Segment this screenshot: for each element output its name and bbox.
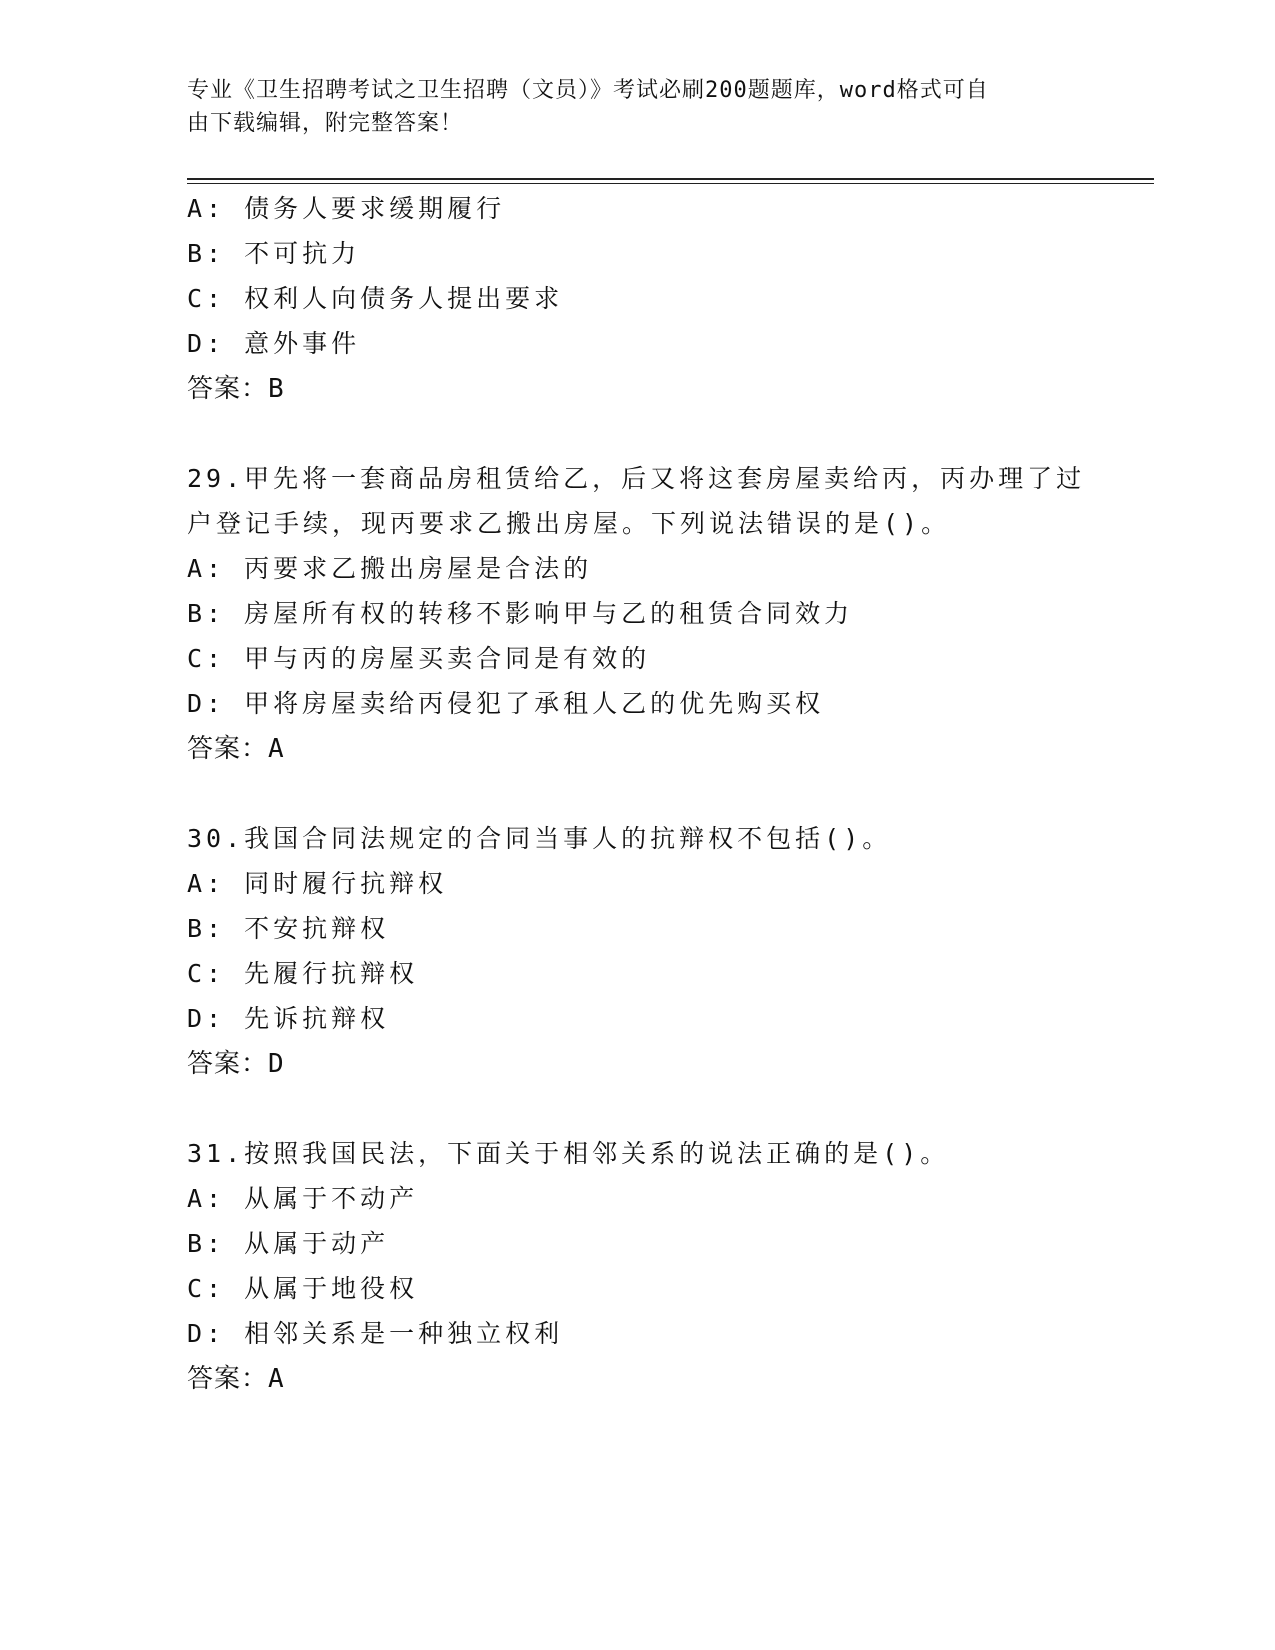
document-header bbox=[187, 74, 1067, 140]
prev-option-c: C: 权利人向债务人提出要求 bbox=[187, 284, 564, 313]
q29-stem-line-2: 户登记手续，现丙要求乙搬出房屋。下列说法错误的是()。 bbox=[187, 509, 951, 538]
q29-option-b: B: 房屋所有权的转移不影响甲与乙的租赁合同效力 bbox=[187, 599, 854, 628]
header-divider-thick bbox=[187, 178, 1154, 180]
q31-option-d: D: 相邻关系是一种独立权利 bbox=[187, 1319, 564, 1348]
q30-option-d: D: 先诉抗辩权 bbox=[187, 1004, 390, 1033]
q30-stem-line-1: 30.我国合同法规定的合同当事人的抗辩权不包括()。 bbox=[187, 824, 892, 853]
prev-option-b: B: 不可抗力 bbox=[187, 239, 361, 268]
q30-option-b: B: 不安抗辩权 bbox=[187, 914, 390, 943]
q31-stem-line-1: 31.按照我国民法，下面关于相邻关系的说法正确的是()。 bbox=[187, 1139, 950, 1168]
q30-option-c: C: 先履行抗辩权 bbox=[187, 959, 419, 988]
q30-answer: 答案：D bbox=[187, 1049, 285, 1079]
q31-answer: 答案：A bbox=[187, 1364, 285, 1394]
header-line-1: 专业《卫生招聘考试之卫生招聘（文员）》考试必刷200题题库，word格式可自 bbox=[187, 78, 989, 103]
prev-option-d: D: 意外事件 bbox=[187, 329, 361, 358]
prev-answer: 答案：B bbox=[187, 374, 285, 404]
header-divider-thin bbox=[187, 183, 1154, 184]
q31-option-a: A: 从属于不动产 bbox=[187, 1184, 419, 1213]
q29-stem-line-1: 29.甲先将一套商品房租赁给乙，后又将这套房屋卖给丙，丙办理了过 bbox=[187, 464, 1086, 493]
q29-option-a: A: 丙要求乙搬出房屋是合法的 bbox=[187, 554, 593, 583]
q29-answer: 答案：A bbox=[187, 734, 285, 764]
q31-option-c: C: 从属于地役权 bbox=[187, 1274, 419, 1303]
q30-option-a: A: 同时履行抗辩权 bbox=[187, 869, 448, 898]
header-line-2: 由下载编辑，附完整答案！ bbox=[187, 111, 464, 136]
prev-option-a: A: 债务人要求缓期履行 bbox=[187, 194, 506, 223]
q29-option-d: D: 甲将房屋卖给丙侵犯了承租人乙的优先购买权 bbox=[187, 689, 825, 718]
q29-option-c: C: 甲与丙的房屋买卖合同是有效的 bbox=[187, 644, 651, 673]
q31-option-b: B: 从属于动产 bbox=[187, 1229, 390, 1258]
